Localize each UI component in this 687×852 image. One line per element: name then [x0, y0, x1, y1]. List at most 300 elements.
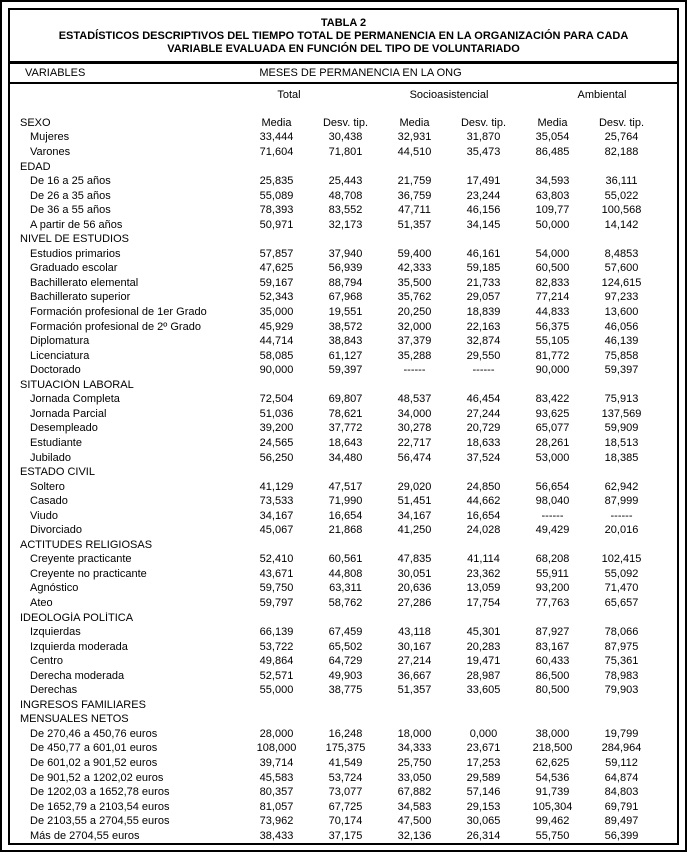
cell-value: 71,801: [328, 146, 363, 159]
cell-value: 45,583: [259, 771, 294, 784]
cell-value: 33,605: [466, 684, 501, 697]
cell-value: 56,939: [328, 262, 363, 275]
cell-value: 58,085: [259, 349, 294, 362]
cell-value: 86,500: [535, 669, 570, 682]
cell-value: 37,379: [397, 335, 432, 348]
cell-value: 56,474: [397, 451, 432, 464]
cell-value: ------: [403, 364, 426, 377]
table-row: [10, 828, 677, 843]
cell-value: 16,248: [328, 727, 363, 740]
table-row: [10, 785, 677, 800]
cell-value: 65,657: [604, 596, 639, 609]
section-label: ESTADO CIVIL: [20, 466, 95, 479]
cell-value: 18,839: [466, 306, 501, 319]
row-label: De 601,02 a 901,52 euros: [30, 756, 158, 769]
cell-value: 50,971: [259, 218, 294, 231]
table-row: [10, 174, 677, 189]
cell-value: 39,714: [259, 756, 294, 769]
cell-value: 35,762: [397, 291, 432, 304]
cell-value: 41,250: [397, 524, 432, 537]
cell-value: 35,473: [466, 146, 501, 159]
cell-value: 57,857: [259, 247, 294, 260]
cell-value: 59,400: [397, 247, 432, 260]
section-header-row: [10, 378, 677, 393]
cell-value: 29,589: [466, 771, 501, 784]
cell-value: 97,233: [604, 291, 639, 304]
cell-value: 64,874: [604, 771, 639, 784]
table-row: [10, 305, 677, 320]
table-row: [10, 727, 677, 742]
table-row: [10, 247, 677, 262]
row-label: Creyente no practicante: [30, 567, 147, 580]
cell-value: 25,764: [604, 131, 639, 144]
cell-value: 16,654: [466, 509, 501, 522]
table-row: [10, 741, 677, 756]
cell-value: 66,139: [259, 626, 294, 639]
cell-value: 20,016: [604, 524, 639, 537]
cell-value: 18,643: [328, 436, 363, 449]
cell-value: 49,429: [535, 524, 570, 537]
cell-value: 68,208: [535, 553, 570, 566]
cell-value: 34,000: [397, 407, 432, 420]
section-label: MENSUALES NETOS: [20, 713, 129, 726]
cell-value: 67,459: [328, 626, 363, 639]
cell-value: 59,185: [466, 262, 501, 275]
cell-value: 56,654: [535, 480, 570, 493]
table-number: TABLA 2: [320, 17, 367, 29]
cell-value: ------: [472, 364, 495, 377]
cell-value: 75,361: [604, 655, 639, 668]
cell-value: 32,874: [466, 335, 501, 348]
cell-value: 48,537: [397, 393, 432, 406]
cell-value: 38,000: [535, 727, 570, 740]
cell-value: 60,500: [535, 262, 570, 275]
table-row: [10, 436, 677, 451]
cell-value: 78,393: [259, 204, 294, 217]
cell-value: 37,524: [466, 451, 501, 464]
table-row: [10, 217, 677, 232]
row-label: De 16 a 25 años: [30, 175, 111, 188]
cell-value: 56,250: [259, 451, 294, 464]
table-row: [10, 508, 677, 523]
row-label: Bachillerato elemental: [30, 276, 139, 289]
cell-value: 36,111: [605, 175, 638, 188]
table-title-line3: VARIABLE EVALUADA EN FUNCIÓN DEL TIPO DE VOLUNTARIADO: [167, 43, 520, 55]
cell-value: 80,500: [535, 684, 570, 697]
cell-value: 124,615: [601, 276, 642, 289]
row-label: De 901,52 a 1202,02 euros: [30, 771, 164, 784]
section-label: SITUACIÓN LABORAL: [20, 378, 134, 391]
cell-value: 55,750: [535, 829, 570, 842]
cell-value: 28,987: [466, 669, 501, 682]
cell-value: 70,174: [328, 815, 363, 828]
cell-value: 21,759: [397, 175, 432, 188]
cell-value: 52,343: [259, 291, 294, 304]
cell-value: 175,375: [325, 742, 366, 755]
cell-value: 34,167: [259, 509, 294, 522]
cell-value: 25,835: [259, 175, 294, 188]
table-row: [10, 494, 677, 509]
cell-value: 43,671: [259, 567, 294, 580]
cell-value: 30,051: [397, 567, 432, 580]
cell-value: 18,385: [604, 451, 639, 464]
cell-value: 23,244: [466, 189, 501, 202]
cell-value: 73,533: [259, 495, 294, 508]
cell-value: 23,671: [466, 742, 501, 755]
cell-value: 63,311: [329, 582, 362, 595]
cell-value: 67,725: [328, 800, 363, 813]
cell-value: 81,772: [535, 349, 570, 362]
cell-value: 36,667: [397, 669, 432, 682]
cell-value: 38,572: [328, 320, 363, 333]
cell-value: 35,054: [535, 131, 570, 144]
cell-value: 29,550: [466, 349, 501, 362]
table-row: [10, 552, 677, 567]
table-row: [10, 479, 677, 494]
variables-header: VARIABLES: [25, 66, 86, 79]
cell-value: 49,864: [259, 655, 294, 668]
cell-value: 77,763: [535, 596, 570, 609]
cell-value: 55,911: [536, 567, 569, 580]
cell-value: 284,964: [601, 742, 642, 755]
section-header-row: [10, 610, 677, 625]
cell-value: 59,797: [259, 596, 294, 609]
section-header-row: [10, 232, 677, 247]
cell-value: 34,480: [328, 451, 363, 464]
cell-value: 69,791: [604, 800, 639, 813]
cell-value: 71,990: [328, 495, 363, 508]
row-label: Estudiante: [30, 436, 82, 449]
row-label: De 450,77 a 601,01 euros: [30, 742, 158, 755]
cell-value: 34,145: [466, 218, 501, 231]
row-label: Formación profesional de 2º Grado: [30, 320, 201, 333]
cell-value: 46,156: [466, 204, 501, 217]
cell-value: 77,214: [535, 291, 570, 304]
row-label: De 1202,03 a 1652,78 euros: [30, 786, 170, 799]
cell-value: 51,451: [397, 495, 432, 508]
table-row: [10, 319, 677, 334]
cell-value: 45,929: [259, 320, 294, 333]
cell-value: 25,750: [397, 756, 432, 769]
row-label: Soltero: [30, 480, 65, 493]
cell-value: 47,517: [328, 480, 363, 493]
table-title-line2: ESTADÍSTICOS DESCRIPTIVOS DEL TIEMPO TOTAL DE PERMANENCIA EN LA ORGANIZACIÓN PARA CADA: [58, 30, 629, 42]
cell-value: 62,942: [604, 480, 639, 493]
cell-value: 27,286: [397, 596, 432, 609]
row-label: Creyente practicante: [30, 553, 132, 566]
cell-value: 20,250: [397, 306, 432, 319]
row-label: Formación profesional de 1er Grado: [30, 306, 207, 319]
cell-value: 59,112: [605, 756, 638, 769]
cell-value: 46,454: [466, 393, 501, 406]
table-row: [10, 596, 677, 611]
cell-value: 51,036: [259, 407, 294, 420]
table-row: [10, 334, 677, 349]
cell-value: 90,000: [259, 364, 294, 377]
cell-value: 29,057: [466, 291, 501, 304]
stat-column-label: Desv. tip.: [322, 116, 369, 129]
table-row: [10, 581, 677, 596]
row-label: Jubilado: [30, 451, 71, 464]
months-span-header: MESES DE PERMANENCIA EN LA ONG: [259, 66, 462, 79]
section-header-row: [10, 116, 677, 131]
cell-value: 19,799: [604, 727, 639, 740]
cell-value: 48,708: [328, 189, 363, 202]
row-label: Estudios primarios: [30, 247, 121, 260]
section-label: EDAD: [20, 160, 51, 173]
cell-value: 57,146: [466, 786, 501, 799]
row-label: Diplomatura: [30, 335, 90, 348]
row-label: De 270,46 a 450,76 euros: [30, 727, 158, 740]
row-label: Derecha moderada: [30, 669, 125, 682]
cell-value: 22,163: [466, 320, 501, 333]
cell-value: 87,975: [604, 640, 639, 653]
section-label: IDEOLOGÍA POLÍTICA: [20, 611, 134, 624]
cell-value: 75,913: [604, 393, 639, 406]
cell-value: 83,552: [328, 204, 363, 217]
table-row: [10, 770, 677, 785]
cell-value: 47,835: [397, 553, 432, 566]
cell-value: 80,357: [259, 786, 294, 799]
cell-value: 20,729: [466, 422, 501, 435]
cell-value: 100,568: [601, 204, 642, 217]
table-row: [10, 188, 677, 203]
cell-value: 24,850: [466, 480, 501, 493]
cell-value: 108,000: [256, 742, 297, 755]
row-label: Divorciado: [30, 524, 82, 537]
cell-value: 44,662: [466, 495, 501, 508]
cell-value: 32,000: [397, 320, 432, 333]
cell-value: 26,314: [466, 829, 501, 842]
cell-value: 59,397: [604, 364, 639, 377]
cell-value: 93,200: [535, 582, 570, 595]
cell-value: 51,357: [397, 684, 432, 697]
row-label: Mujeres: [30, 131, 70, 144]
cell-value: 105,304: [532, 800, 573, 813]
cell-value: 137,569: [601, 407, 642, 420]
cell-value: 51,357: [397, 218, 432, 231]
cell-value: 29,153: [466, 800, 501, 813]
cell-value: 30,438: [328, 131, 363, 144]
cell-value: 55,000: [259, 684, 294, 697]
table-row: [10, 450, 677, 465]
cell-value: 30,065: [466, 815, 501, 828]
cell-value: 21,868: [328, 524, 363, 537]
cell-value: 24,028: [466, 524, 501, 537]
table-row: [10, 130, 677, 145]
cell-value: 62,625: [535, 756, 570, 769]
table-row: [10, 567, 677, 582]
cell-value: 19,471: [466, 655, 501, 668]
cell-value: 83,422: [535, 393, 570, 406]
cell-value: 72,504: [259, 393, 294, 406]
table-row: [10, 392, 677, 407]
cell-value: 28,000: [259, 727, 294, 740]
row-label: Jornada Parcial: [30, 407, 107, 420]
cell-value: 17,754: [466, 596, 501, 609]
row-label: Izquierdas: [30, 626, 81, 639]
table-row: [10, 290, 677, 305]
cell-value: 87,927: [535, 626, 570, 639]
cell-value: 56,399: [604, 829, 639, 842]
cell-value: 30,278: [397, 422, 432, 435]
cell-value: 75,858: [604, 349, 639, 362]
cell-value: 23,362: [466, 567, 501, 580]
cell-value: 30,167: [397, 640, 432, 653]
cell-value: 47,625: [259, 262, 294, 275]
cell-value: 45,301: [466, 626, 501, 639]
cell-value: 71,470: [604, 582, 639, 595]
section-label: SEXO: [20, 116, 51, 129]
cell-value: 46,161: [466, 247, 501, 260]
cell-value: 55,089: [259, 189, 294, 202]
table-row: [10, 639, 677, 654]
table-row: [10, 523, 677, 538]
table-row: [10, 421, 677, 436]
row-label: De 36 a 55 años: [30, 204, 111, 217]
cell-value: 38,843: [328, 335, 363, 348]
row-label: Varones: [30, 146, 71, 159]
cell-value: 18,633: [466, 436, 501, 449]
table-frame: [8, 8, 679, 845]
cell-value: 98,040: [535, 495, 570, 508]
column-group-socioasistencial: Socioasistencial: [409, 88, 489, 101]
row-label: Derechas: [30, 684, 78, 697]
cell-value: 90,000: [535, 364, 570, 377]
cell-value: 32,173: [328, 218, 363, 231]
row-label: Ateo: [30, 596, 53, 609]
cell-value: 47,711: [398, 204, 431, 217]
stat-column-label: Media: [537, 116, 568, 129]
cell-value: 29,020: [397, 480, 432, 493]
cell-value: 79,903: [604, 684, 639, 697]
row-label: Doctorado: [30, 364, 81, 377]
cell-value: 41,549: [328, 756, 363, 769]
column-group-ambiental: Ambiental: [577, 88, 627, 101]
cell-value: 52,410: [259, 553, 294, 566]
table-row: [10, 407, 677, 422]
row-label: Desempleado: [30, 422, 98, 435]
cell-value: 37,940: [328, 247, 363, 260]
cell-value: 47,500: [397, 815, 432, 828]
row-label: Licenciatura: [30, 349, 90, 362]
cell-value: 53,724: [328, 771, 363, 784]
cell-value: 87,999: [604, 495, 639, 508]
table-row: [10, 145, 677, 160]
cell-value: 57,600: [604, 262, 639, 275]
cell-value: 55,022: [604, 189, 639, 202]
cell-value: 60,433: [535, 655, 570, 668]
table-row: [10, 276, 677, 291]
cell-value: 25,443: [328, 175, 363, 188]
cell-value: 78,621: [328, 407, 363, 420]
cell-value: 44,808: [328, 567, 363, 580]
cell-value: 44,833: [535, 306, 570, 319]
cell-value: 32,136: [397, 829, 432, 842]
table-row: [10, 203, 677, 218]
row-label: Viudo: [30, 509, 58, 522]
cell-value: 67,968: [328, 291, 363, 304]
section-label: ACTITUDES RELIGIOSAS: [20, 538, 153, 551]
table-row: [10, 261, 677, 276]
cell-value: 0,000: [469, 727, 498, 740]
cell-value: 22,717: [397, 436, 432, 449]
cell-value: 58,762: [328, 596, 363, 609]
stat-column-label: Media: [399, 116, 430, 129]
cell-value: 89,497: [604, 815, 639, 828]
cell-value: 73,962: [259, 815, 294, 828]
cell-value: 93,625: [535, 407, 570, 420]
cell-value: 34,167: [397, 509, 432, 522]
cell-value: 59,397: [328, 364, 363, 377]
stat-column-label: Desv. tip.: [460, 116, 507, 129]
cell-value: 65,502: [328, 640, 363, 653]
cell-value: 54,536: [535, 771, 570, 784]
cell-value: 50,000: [535, 218, 570, 231]
cell-value: 44,510: [397, 146, 432, 159]
cell-value: 59,750: [259, 582, 294, 595]
cell-value: 19,551: [328, 306, 363, 319]
cell-value: 59,909: [604, 422, 639, 435]
cell-value: 39,200: [259, 422, 294, 435]
cell-value: 53,000: [535, 451, 570, 464]
table-content: [10, 84, 677, 843]
row-label: Agnóstico: [30, 582, 79, 595]
cell-value: 35,288: [397, 349, 432, 362]
row-label: A partir de 56 años: [30, 218, 123, 231]
cell-value: 63,803: [535, 189, 570, 202]
cell-value: 28,261: [535, 436, 570, 449]
row-label: Izquierda moderada: [30, 640, 128, 653]
cell-value: 81,057: [259, 800, 294, 813]
cell-value: 27,244: [466, 407, 501, 420]
row-label: Más de 2704,55 euros: [30, 829, 140, 842]
cell-value: ------: [610, 509, 633, 522]
cell-value: 69,807: [328, 393, 363, 406]
table-row: [10, 683, 677, 698]
cell-value: 36,759: [397, 189, 432, 202]
cell-value: 27,214: [397, 655, 432, 668]
cell-value: 32,931: [397, 131, 432, 144]
row-label: De 26 a 35 años: [30, 189, 111, 202]
cell-value: 21,733: [466, 276, 501, 289]
table-row: [10, 654, 677, 669]
cell-value: 18,513: [604, 436, 639, 449]
cell-value: 42,333: [397, 262, 432, 275]
cell-value: 35,500: [397, 276, 432, 289]
table-row: [10, 348, 677, 363]
cell-value: 34,593: [535, 175, 570, 188]
cell-value: 8,4853: [604, 247, 639, 260]
section-header-row: [10, 698, 677, 713]
cell-value: 44,714: [259, 335, 294, 348]
cell-value: 49,903: [328, 669, 363, 682]
row-label: Casado: [30, 495, 68, 508]
cell-value: 45,067: [259, 524, 294, 537]
cell-value: 20,283: [466, 640, 501, 653]
stat-column-label: Media: [261, 116, 292, 129]
cell-value: 54,000: [535, 247, 570, 260]
cell-value: 78,066: [604, 626, 639, 639]
cell-value: 38,775: [328, 684, 363, 697]
cell-value: 18,000: [397, 727, 432, 740]
cell-value: 53,722: [259, 640, 294, 653]
cell-value: 17,253: [466, 756, 501, 769]
cell-value: 59,167: [259, 276, 294, 289]
row-label: De 1652,79 a 2103,54 euros: [30, 800, 170, 813]
table-row: [10, 363, 677, 378]
cell-value: 14,142: [604, 218, 639, 231]
